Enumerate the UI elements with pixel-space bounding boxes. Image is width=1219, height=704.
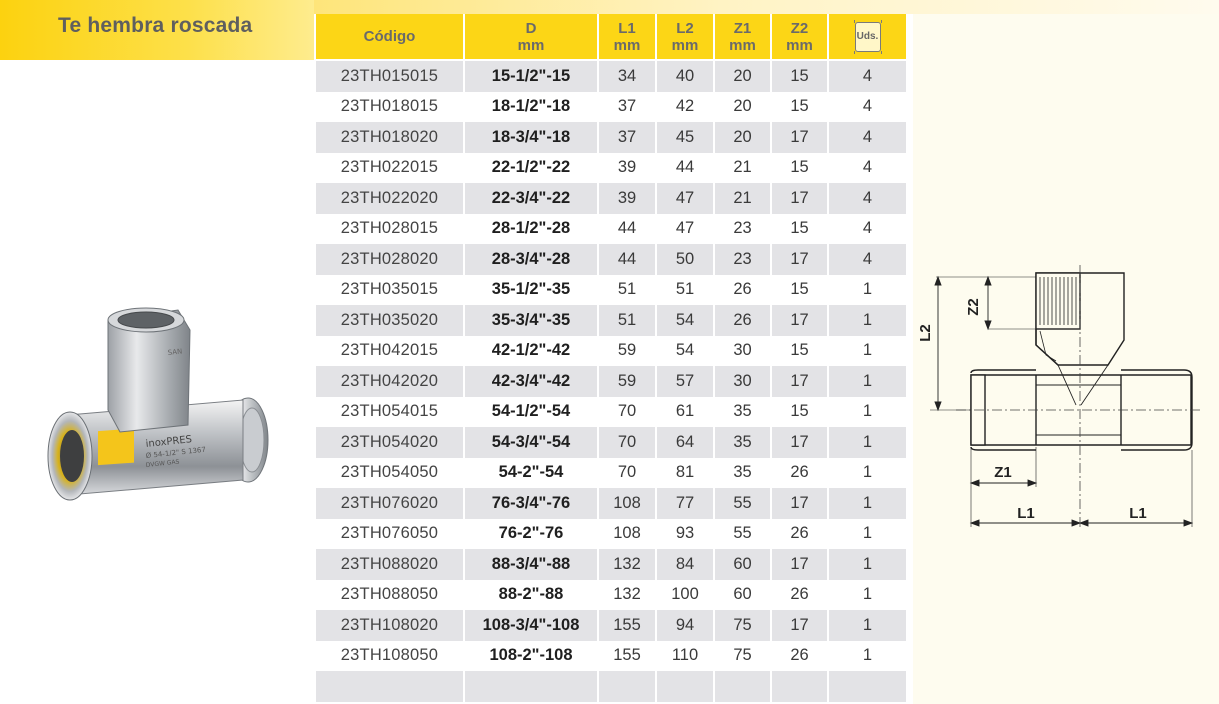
cell-z1: 23 <box>715 214 770 245</box>
cell-z1: 75 <box>715 641 770 672</box>
cell-l2 <box>657 671 713 702</box>
cell-d: 15-1/2"-15 <box>465 61 597 92</box>
cell-code: 23TH042015 <box>316 336 463 367</box>
cell-z1: 30 <box>715 366 770 397</box>
cell-l1: 70 <box>599 458 655 489</box>
cell-d: 18-1/2"-18 <box>465 92 597 123</box>
table-row <box>316 427 906 458</box>
cell-z1: 55 <box>715 519 770 550</box>
cell-l1: 59 <box>599 366 655 397</box>
cell-uds: 4 <box>829 92 906 123</box>
header-l1: L1 mm <box>599 14 655 61</box>
header-uds <box>829 14 906 61</box>
cell-d: 28-1/2"-28 <box>465 214 597 245</box>
cell-uds: 1 <box>829 610 906 641</box>
cell-z2: 26 <box>772 519 827 550</box>
cell-uds: 4 <box>829 183 906 214</box>
cell-uds: 4 <box>829 244 906 275</box>
cell-l2: 47 <box>657 183 713 214</box>
cell-l1: 51 <box>599 305 655 336</box>
cell-uds: 1 <box>829 427 906 458</box>
cell-z2: 17 <box>772 122 827 153</box>
cell-l1: 44 <box>599 244 655 275</box>
cell-l1: 70 <box>599 397 655 428</box>
cell-l2: 93 <box>657 519 713 550</box>
cell-l1: 39 <box>599 183 655 214</box>
cell-d: 35-1/2"-35 <box>465 275 597 306</box>
cell-z2: 17 <box>772 244 827 275</box>
cell-l1: 37 <box>599 92 655 123</box>
cell-l2: 44 <box>657 153 713 184</box>
photo-top-marking: SAN <box>167 347 183 357</box>
cell-d: 22-1/2"-22 <box>465 153 597 184</box>
cell-l2: 84 <box>657 549 713 580</box>
table-row <box>316 153 906 184</box>
cell-l2: 54 <box>657 305 713 336</box>
cell-code <box>316 671 463 702</box>
table-row <box>316 122 906 153</box>
cell-l1: 37 <box>599 122 655 153</box>
table-row <box>316 458 906 489</box>
cell-code: 23TH054050 <box>316 458 463 489</box>
table-row <box>316 305 906 336</box>
cell-code: 23TH054020 <box>316 427 463 458</box>
table-row <box>316 519 906 550</box>
cell-uds: 1 <box>829 458 906 489</box>
cell-code: 23TH076050 <box>316 519 463 550</box>
cell-uds: 1 <box>829 275 906 306</box>
table-row <box>316 549 906 580</box>
cell-uds: 4 <box>829 61 906 92</box>
table-row <box>316 275 906 306</box>
cell-code: 23TH022015 <box>316 153 463 184</box>
cell-z2: 15 <box>772 61 827 92</box>
cell-z1: 35 <box>715 458 770 489</box>
cell-l2: 45 <box>657 122 713 153</box>
cell-l1: 155 <box>599 610 655 641</box>
cell-uds: 1 <box>829 549 906 580</box>
table-row <box>316 671 906 702</box>
cell-code: 23TH108050 <box>316 641 463 672</box>
table-row <box>316 610 906 641</box>
dim-label-z1: Z1 <box>994 464 1012 481</box>
dim-label-l1-left: L1 <box>1017 505 1035 522</box>
cell-z1: 75 <box>715 610 770 641</box>
top-fade-band <box>314 0 1219 14</box>
cell-l1: 39 <box>599 153 655 184</box>
cell-d: 54-3/4"-54 <box>465 427 597 458</box>
cell-d: 42-3/4"-42 <box>465 366 597 397</box>
table-row <box>316 366 906 397</box>
cell-z1: 21 <box>715 153 770 184</box>
cell-d: 108-3/4"-108 <box>465 610 597 641</box>
product-photo <box>28 300 278 530</box>
cell-l1: 108 <box>599 488 655 519</box>
cell-uds: 1 <box>829 305 906 336</box>
table-row <box>316 580 906 611</box>
cell-l2: 51 <box>657 275 713 306</box>
cell-d: 28-3/4"-28 <box>465 244 597 275</box>
table-row <box>316 488 906 519</box>
cell-z2: 17 <box>772 183 827 214</box>
cell-code: 23TH076020 <box>316 488 463 519</box>
cell-code: 23TH018020 <box>316 122 463 153</box>
cell-z1: 20 <box>715 122 770 153</box>
cell-d: 54-1/2"-54 <box>465 397 597 428</box>
cell-d: 54-2"-54 <box>465 458 597 489</box>
cell-l2: 77 <box>657 488 713 519</box>
cell-d: 42-1/2"-42 <box>465 336 597 367</box>
cell-l2: 110 <box>657 641 713 672</box>
dim-label-z2: Z2 <box>965 298 982 316</box>
cell-code: 23TH022020 <box>316 183 463 214</box>
cell-l1: 132 <box>599 549 655 580</box>
cell-z2: 26 <box>772 641 827 672</box>
cell-uds: 1 <box>829 519 906 550</box>
cell-code: 23TH054015 <box>316 397 463 428</box>
dim-label-l1-right: L1 <box>1129 505 1147 522</box>
cell-l2: 94 <box>657 610 713 641</box>
cell-z2: 17 <box>772 549 827 580</box>
cell-z1: 35 <box>715 427 770 458</box>
cell-z1: 26 <box>715 275 770 306</box>
page-title: Te hembra roscada <box>58 14 253 37</box>
package-units-icon: Uds. <box>855 22 881 52</box>
table-row <box>316 92 906 123</box>
title-band <box>0 0 314 60</box>
header-codigo: Código <box>316 14 463 61</box>
technical-drawing <box>916 265 1206 540</box>
cell-code: 23TH015015 <box>316 61 463 92</box>
cell-z2: 17 <box>772 427 827 458</box>
cell-code: 23TH088050 <box>316 580 463 611</box>
table-row <box>316 641 906 672</box>
cell-code: 23TH042020 <box>316 366 463 397</box>
cell-z2: 15 <box>772 153 827 184</box>
cell-z2: 15 <box>772 275 827 306</box>
cell-z2 <box>772 671 827 702</box>
cell-z1: 30 <box>715 336 770 367</box>
cell-code: 23TH018015 <box>316 92 463 123</box>
dim-label-l2: L2 <box>917 324 934 342</box>
cell-code: 23TH028020 <box>316 244 463 275</box>
cell-l2: 61 <box>657 397 713 428</box>
cell-l2: 100 <box>657 580 713 611</box>
cell-z2: 17 <box>772 366 827 397</box>
cell-d: 35-3/4"-35 <box>465 305 597 336</box>
cell-l2: 54 <box>657 336 713 367</box>
header-d: D mm <box>465 14 597 61</box>
cell-d: 76-2"-76 <box>465 519 597 550</box>
photo-gas-marking: DVGW GAS <box>145 458 180 469</box>
cell-l1 <box>599 671 655 702</box>
photo-brand-marking: inoxPRES <box>145 434 193 450</box>
cell-l1: 34 <box>599 61 655 92</box>
cell-z1: 55 <box>715 488 770 519</box>
table-row <box>316 244 906 275</box>
cell-uds <box>829 671 906 702</box>
cell-uds: 4 <box>829 214 906 245</box>
cell-d: 76-3/4"-76 <box>465 488 597 519</box>
header-z2: Z2 mm <box>772 14 827 61</box>
cell-z1: 35 <box>715 397 770 428</box>
cell-z2: 17 <box>772 610 827 641</box>
cell-z2: 15 <box>772 92 827 123</box>
cell-d: 108-2"-108 <box>465 641 597 672</box>
cell-uds: 1 <box>829 336 906 367</box>
header-z1: Z1 mm <box>715 14 770 61</box>
cell-code: 23TH088020 <box>316 549 463 580</box>
cell-l2: 50 <box>657 244 713 275</box>
cell-l1: 132 <box>599 580 655 611</box>
table-row <box>316 61 906 92</box>
table-row <box>316 214 906 245</box>
cell-uds: 4 <box>829 122 906 153</box>
table-row <box>316 336 906 367</box>
cell-uds: 1 <box>829 580 906 611</box>
cell-l1: 108 <box>599 519 655 550</box>
cell-l1: 44 <box>599 214 655 245</box>
cell-z1: 60 <box>715 549 770 580</box>
cell-uds: 1 <box>829 488 906 519</box>
cell-z1 <box>715 671 770 702</box>
cell-z2: 17 <box>772 488 827 519</box>
cell-code: 23TH035020 <box>316 305 463 336</box>
cell-d <box>465 671 597 702</box>
header-row <box>316 14 906 61</box>
cell-l1: 51 <box>599 275 655 306</box>
cell-d: 88-3/4"-88 <box>465 549 597 580</box>
cell-z2: 17 <box>772 305 827 336</box>
cell-z2: 26 <box>772 580 827 611</box>
cell-z2: 15 <box>772 397 827 428</box>
cell-l2: 57 <box>657 366 713 397</box>
cell-uds: 1 <box>829 397 906 428</box>
photo-code-marking: Ø 54-1/2" S 1367 <box>145 445 207 460</box>
cell-uds: 4 <box>829 153 906 184</box>
cell-z1: 26 <box>715 305 770 336</box>
cell-z1: 21 <box>715 183 770 214</box>
cell-l2: 64 <box>657 427 713 458</box>
table-row <box>316 397 906 428</box>
cell-d: 88-2"-88 <box>465 580 597 611</box>
cell-uds: 1 <box>829 366 906 397</box>
cell-code: 23TH108020 <box>316 610 463 641</box>
header-l2: L2 mm <box>657 14 713 61</box>
cell-l1: 70 <box>599 427 655 458</box>
cell-z1: 60 <box>715 580 770 611</box>
spec-table <box>314 14 908 702</box>
cell-z2: 15 <box>772 336 827 367</box>
cell-l2: 81 <box>657 458 713 489</box>
cell-l2: 42 <box>657 92 713 123</box>
table-row <box>316 183 906 214</box>
cell-code: 23TH028015 <box>316 214 463 245</box>
cell-d: 18-3/4"-18 <box>465 122 597 153</box>
cell-code: 23TH035015 <box>316 275 463 306</box>
cell-z1: 23 <box>715 244 770 275</box>
cell-z1: 20 <box>715 92 770 123</box>
cell-z2: 15 <box>772 214 827 245</box>
cell-d: 22-3/4"-22 <box>465 183 597 214</box>
cell-l1: 155 <box>599 641 655 672</box>
cell-l2: 47 <box>657 214 713 245</box>
cell-l2: 40 <box>657 61 713 92</box>
cell-z2: 26 <box>772 458 827 489</box>
cell-uds: 1 <box>829 641 906 672</box>
cell-z1: 20 <box>715 61 770 92</box>
cell-l1: 59 <box>599 336 655 367</box>
